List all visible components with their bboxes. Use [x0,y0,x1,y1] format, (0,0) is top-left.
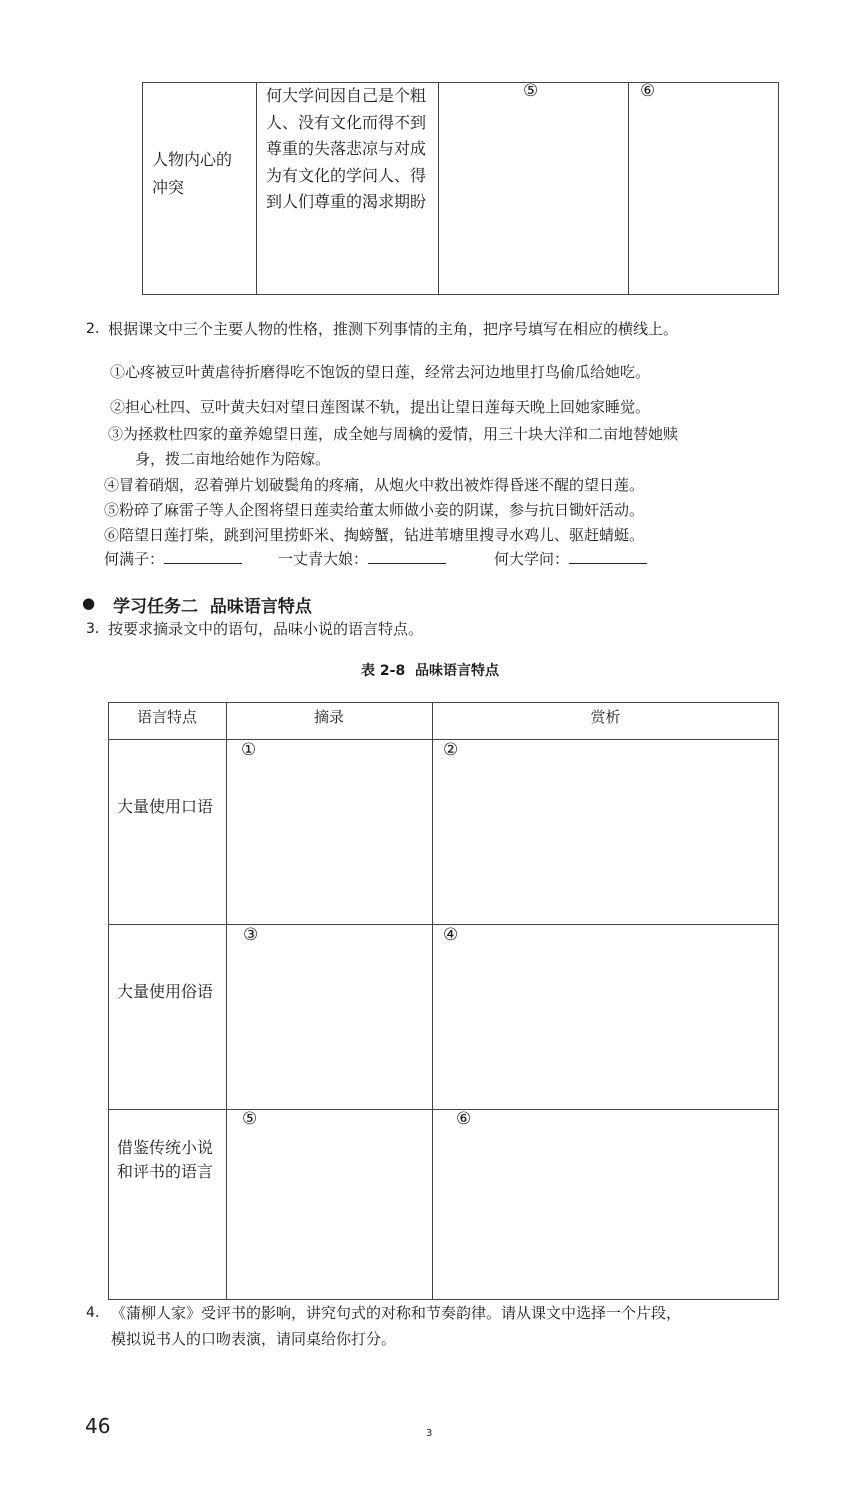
answer-label: 一丈青大娘： [278,550,369,568]
answer-he-manzi [104,546,242,572]
q2-item-2: ②担心杜四、豆叶黄夫妇对望日莲图谋不轨，提出让望日莲每天晚上回她家睡觉。 [110,398,651,416]
table2-divider [108,1109,779,1110]
question-2-number: 2． [86,321,109,337]
table1-divider [256,82,257,295]
answer-blank[interactable] [164,547,242,564]
q2-item-6: ⑥陪望日莲打柴，跳到河里捞虾米、掏螃蟹，钻进苇塘里搜寻水鸡儿、驱赶蜻蜓。 [104,526,645,544]
row-feature-label: 大量使用口语 [117,797,214,816]
q2-item-4: ④冒着硝烟，忍着弹片划破鬓角的疼痛，从炮火中救出被炸得昏迷不醒的望日莲。 [104,476,645,494]
table-caption: 表 2-8 品味语言特点 [361,663,499,679]
table2-divider [226,702,227,1300]
q2-item-5: ⑤粉碎了麻雷子等人企图将望日莲卖给董太师做小妾的阴谋，参与抗日锄奸活动。 [104,501,645,519]
header-feature: 语言特点 [136,708,197,726]
question-4-line-1: 《蒲柳人家》受评书的影响，讲究句式的对称和节奏韵律。请从课文中选择一个片段， [111,1304,682,1322]
question-3-prompt: 按要求摘录文中的语句，品味小说的语言特点。 [108,620,424,638]
question-2-prompt: 根据课文中三个主要人物的性格，推测下列事情的主角，把序号填写在相应的横线上。 [108,320,679,338]
answer-yizhangqing [278,546,446,572]
bullet-icon: ● [82,594,96,612]
answer-he-daxuewen [494,546,647,572]
header-excerpt: 摘录 [313,708,344,726]
q2-item-3-cont: 身，拨二亩地给她作为陪嫁。 [135,450,331,468]
answer-label: 何大学问： [494,550,570,568]
question-4-number: 4． [86,1305,109,1321]
q2-item-1: ①心疼被豆叶黄虐待折磨得吃不饱饭的望日莲，经常去河边地里打鸟偷瓜给她吃。 [110,363,651,381]
row-mark: ③ [243,925,259,945]
table2-divider [432,702,433,1300]
answer-label: 何满子： [104,550,165,568]
row-feature-label: 借鉴传统小说 和评书的语言 [117,1138,214,1181]
row-feature-label: 大量使用俗语 [117,982,214,1001]
row-mark: ② [443,740,459,760]
table1-blank-mark-6: ⑥ [640,81,656,101]
table1-divider [438,82,439,295]
q2-item-3: ③为拯救杜四家的童养媳望日莲，成全她与周檎的爱情，用三十块大洋和二亩地替她赎 [108,425,679,443]
table1-row-label: 人物内心的 冲突 [152,150,233,197]
question-4-line-2: 模拟说书人的口吻表演，请同桌给你打分。 [111,1330,397,1348]
page-number-left: 46 [85,1414,111,1438]
section-heading: 学习任务二 品味语言特点 [113,597,312,617]
row-mark: ⑥ [456,1109,472,1129]
table1-blank-mark-5: ⑤ [523,81,539,101]
table1-divider [628,82,629,295]
header-appreciation: 赏析 [590,708,621,726]
answer-blank[interactable] [569,547,647,564]
row-mark: ⑤ [242,1109,258,1129]
row-mark: ④ [443,925,459,945]
answer-blank[interactable] [368,547,446,564]
row-mark: ① [241,740,257,760]
question-3-number: 3． [86,621,109,637]
table1-cell-text: 何大学问因自己是个粗人、没有文化而得不到尊重的失落悲凉与对成为有文化的学问人、得到人们尊重的渴求期盼 [266,86,427,211]
page-number-center: 3 [426,1428,433,1439]
